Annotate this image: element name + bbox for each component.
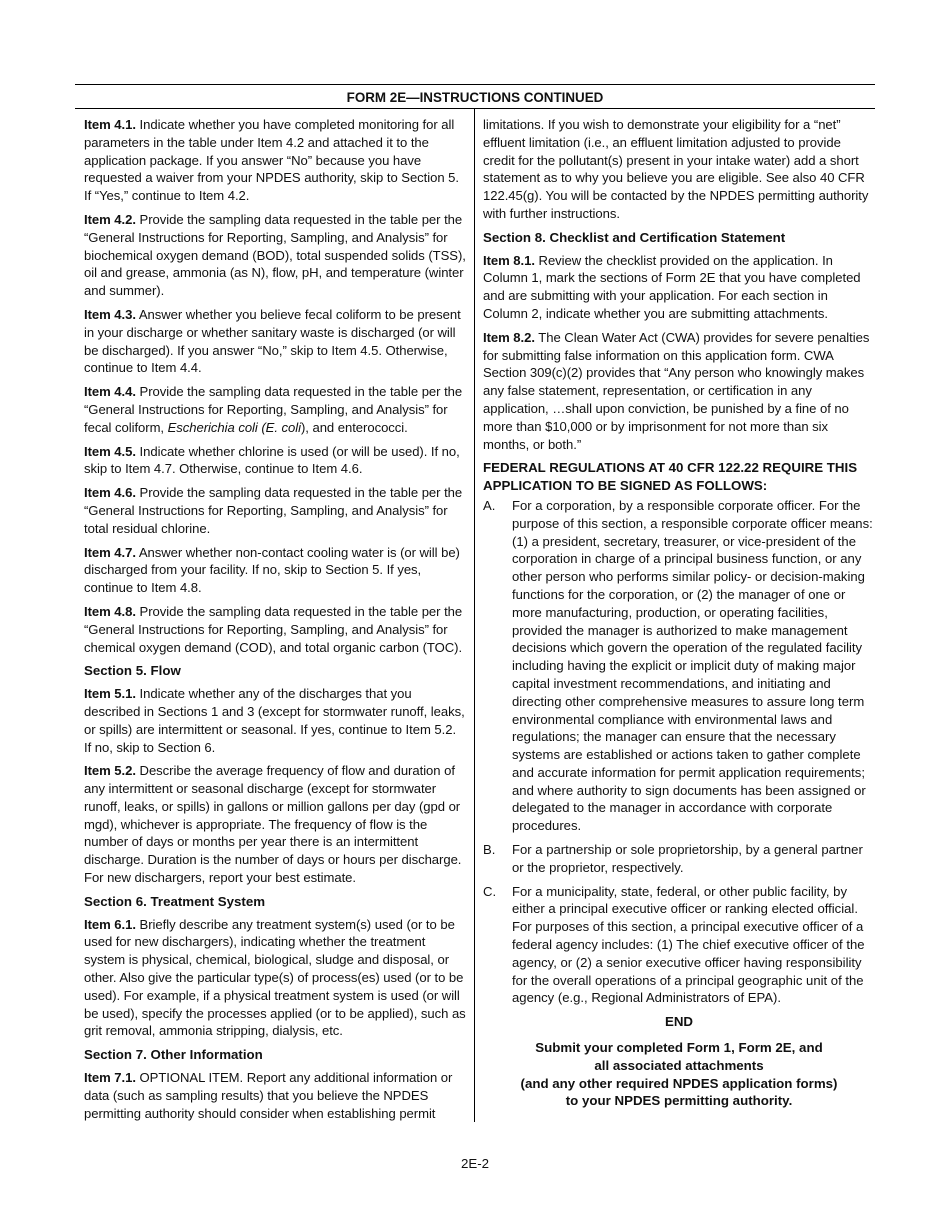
item-4-5 <box>84 443 466 479</box>
two-column-body <box>75 109 875 1122</box>
item-label: Item 6.1. <box>84 916 136 932</box>
list-item <box>483 841 875 877</box>
section-6-heading: Section 6. Treatment System <box>84 893 266 909</box>
instructions-page <box>75 84 875 1122</box>
item-label: Item 5.2. <box>84 763 136 779</box>
item-text: Indicate whether you have completed monitoring for all parameters in the table under Item 4.2 and attached it to the application package. If you answer “No” because you have requested a waiver from your NPDES authority, skip to Section 5. If “Yes,” continue to Item 4.2. <box>84 117 459 204</box>
item-text: Answer whether non-contact cooling water is (or will be) discharged from your facility. If no, skip to Section 5. If yes, continue to Item 4.8. <box>84 544 460 596</box>
item-text: Answer whether you believe fecal coliform to be present in your discharge or whether sanitary waste is discharged (or will be discharged). If you answer “No,” skip to Item 4.5. Otherwise, continue to Item 4.4. <box>84 306 461 376</box>
item-label: Item 4.2. <box>84 211 136 227</box>
item-label: Item 4.7. <box>84 544 136 560</box>
section-5-heading: Section 5. Flow <box>84 663 181 679</box>
item-text: OPTIONAL ITEM. Report any additional information or data (such as sampling results) that you believe the NPDES permitting authority should consider when establishing permit <box>84 1070 453 1121</box>
item-text: Describe the average frequency of flow and duration of any intermittent or seasonal discharge (except for stormwater runoff, leaks, or spills) in gallons or million gallons per day (gpd or mgd), whichever is appropriate. The frequency of flow is the number of days or months per year there is an intermittent discharge. Duration is the number of days or hours per discharge. For new dischargers, report your best estimate. <box>84 763 462 886</box>
item-4-7 <box>84 544 466 597</box>
item-4-2 <box>84 211 466 300</box>
signature-requirements-list <box>483 497 875 1007</box>
item-4-1 <box>84 116 466 205</box>
section-8-heading: Section 8. Checklist and Certification Statement <box>483 229 786 245</box>
item-4-6 <box>84 484 466 537</box>
item-label: Item 4.1. <box>84 117 136 132</box>
item-italic-text: Escherichia coli (E. coli <box>167 419 301 435</box>
item-6-1 <box>84 916 466 1041</box>
list-letter: A. <box>483 497 496 513</box>
item-label: Item 4.5. <box>84 443 136 459</box>
form-title: FORM 2E—INSTRUCTIONS CONTINUED <box>75 84 875 109</box>
page-number: 2E-2 <box>460 1156 490 1171</box>
item-label: Item 8.1. <box>483 252 535 268</box>
item-label: Item 7.1. <box>84 1070 136 1086</box>
item-text: The Clean Water Act (CWA) provides for severe penalties for submitting false information on this application form. CWA Section 309(c)(2) provides that “Any person who knowingly makes any false statement, representation, or certification in any application, …shall upon conviction, be punished by a fine of no more than $10,000 or by imprisonment for not more than six months, or both.” <box>483 329 870 452</box>
item-4-3 <box>84 306 466 377</box>
item-text: Review the checklist provided on the application. In Column 1, mark the sections of Form 2E that you have completed and are submitting with your application. For each section in Column 2, indicate whether you are submitting attachments. <box>483 252 861 321</box>
item-label: Item 4.3. <box>84 306 136 322</box>
list-text: For a corporation, by a responsible corporate officer. For the purpose of this section, a responsible corporate officer means: (1) a president, secretary, treasurer, or vice-president of the corporation in charge of a principal business function, or any other person who performs similar policy- or decision-making functions for the corporation, or (2) the manager of one or more manufacturing, production, or operating facilities, provided the manager is authorized to make management decisions which govern the operation of the regulated facility including having the explicit or implicit duty of making major capital investment recommendations, and initiating and directing other comprehensive measures to assure long term environmental compliance with environmental laws and regulations; the manager can ensure that the necessary systems are established or actions taken to gather complete and accurate information for permit application requirements; and where authority to sign documents has been assigned or delegated to the manager in accordance with corporate procedures. <box>512 497 873 834</box>
item-text: Provide the sampling data requested in the table per the “General Instructions for Reporting, Sampling, and Analysis” for chemical oxygen demand (COD), and total organic carbon (TOC). <box>84 603 463 655</box>
list-item <box>483 497 875 835</box>
item-label: Item 8.2. <box>483 329 535 345</box>
item-text: Indicate whether chlorine is used (or will be used). If no, skip to Item 4.7. Otherwise, continue to Item 4.6. <box>84 443 460 477</box>
item-label: Item 5.1. <box>84 686 136 702</box>
item-text: Briefly describe any treatment system(s) used (or to be used for new dischargers), indicating whether the treatment system is physical, chemical, biological, sludge and disposal, or other. Also give the particular type(s) of process(es) used (or to be used). For example, if a physical treatment system is used (or will be used), specify the processes applied (or to be applied), such as grit removal, ammonia stripping, dialysis, etc. <box>84 916 466 1039</box>
item-5-2 <box>84 762 466 887</box>
item-label: Item 4.4. <box>84 384 136 400</box>
item-text: Provide the sampling data requested in the table per the “General Instructions for Reporting, Sampling, and Analysis” for fecal coliform, <box>84 384 463 435</box>
right-column <box>475 109 875 1122</box>
list-text: For a partnership or sole proprietorship, by a general partner or the proprietor, respectively. <box>512 842 863 875</box>
item-text: ), and enterococci. <box>300 419 408 435</box>
item-7-1 <box>84 1069 466 1122</box>
end-label: END <box>664 1014 694 1030</box>
list-item <box>483 883 875 1008</box>
item-4-4 <box>84 383 466 436</box>
submit-instructions <box>483 1039 875 1112</box>
item-7-1-continued: limitations. If you wish to demonstrate your eligibility for a “net” effluent limitation (i.e., an effluent limitation adjusted to provide credit for the pollutant(s) present in your intake water) add a short statement as to why you believe you are eligible. See also 40 CFR 122.45(g). You will be contacted by the NPDES permitting authority with further instructions. <box>483 117 869 221</box>
submit-line: (and any other required NPDES application forms) <box>520 1075 838 1091</box>
item-5-1 <box>84 685 466 756</box>
submit-line: to your NPDES permitting authority. <box>565 1093 793 1109</box>
item-label: Item 4.8. <box>84 603 136 619</box>
list-letter: B. <box>483 842 496 858</box>
item-label: Item 4.6. <box>84 485 136 501</box>
item-text: Indicate whether any of the discharges that you described in Sections 1 and 3 (except for stormwater runoff, leaks, or spills) are intermittent or seasonal. If yes, continue to Item 5.2. If no, skip to Section 6. <box>84 686 465 755</box>
item-8-2 <box>483 329 875 454</box>
item-text: Provide the sampling data requested in the table per the “General Instructions for Reporting, Sampling, and Analysis” for total residual chlorine. <box>84 485 463 536</box>
section-7-heading: Section 7. Other Information <box>84 1047 263 1063</box>
item-8-1 <box>483 252 875 323</box>
list-text: For a municipality, state, federal, or other public facility, by either a principal executive officer or ranking elected official. For purposes of this section, a principal executive officer of a federal agency includes: (1) The chief executive officer of the agency, or (2) a senior executive officer having responsibility for the overall operations of a principal geographic unit of the agency (e.g., Regional Administrators of EPA). <box>512 883 865 1006</box>
item-text: Provide the sampling data requested in the table per the “General Instructions for Reporting, Sampling, and Analysis” for biochemical oxygen demand (BOD), total suspended solids (TSS), oil and grease, ammonia (as N), flow, pH, and temperature (winter and summer). <box>84 211 466 299</box>
left-column <box>75 109 475 1122</box>
federal-regulations-heading: FEDERAL REGULATIONS AT 40 CFR 122.22 REQUIRE THIS APPLICATION TO BE SIGNED AS FOLLOWS: <box>483 460 858 494</box>
submit-line: all associated attachments <box>594 1057 764 1073</box>
list-letter: C. <box>483 883 497 899</box>
submit-line: Submit your completed Form 1, Form 2E, and <box>535 1040 823 1056</box>
item-4-8 <box>84 603 466 656</box>
